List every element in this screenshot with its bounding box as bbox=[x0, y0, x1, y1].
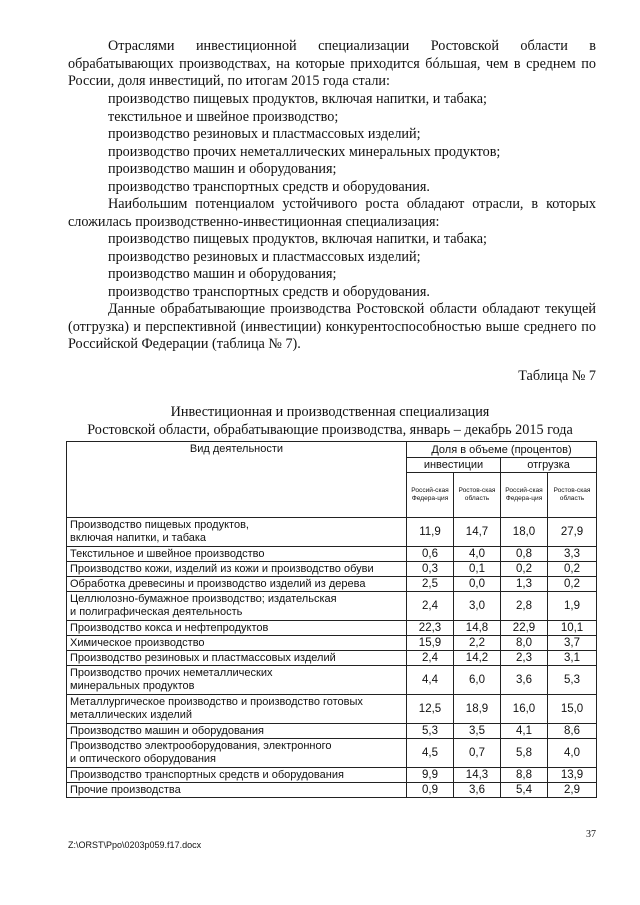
shipment-rf-value: 2,3 bbox=[501, 651, 548, 666]
table-row bbox=[67, 636, 597, 651]
activity-name: Производство машин и оборудования bbox=[67, 724, 407, 739]
investments-rf-value: 22,3 bbox=[407, 621, 454, 636]
investments-ro-value: 14,7 bbox=[454, 518, 501, 547]
page-number: 37 bbox=[586, 829, 596, 840]
list-item: производство прочих неметаллических минеральных продуктов; bbox=[108, 143, 501, 160]
investments-rf-value: 4,4 bbox=[407, 666, 454, 695]
list-item: производство резиновых и пластмассовых изделий; bbox=[108, 126, 421, 143]
activity-name: Производство прочих неметаллических минеральных продуктов bbox=[67, 666, 407, 695]
activity-name: Производство электрооборудования, электронного и оптического оборудования bbox=[67, 739, 407, 768]
list-item: производство транспортных средств и оборудования. bbox=[108, 178, 430, 195]
investments-ro-value: 14,8 bbox=[454, 621, 501, 636]
header-investments-ro: Ростов-ская область bbox=[454, 473, 501, 518]
shipment-rf-value: 8,0 bbox=[501, 636, 548, 651]
shipment-ro-value: 10,1 bbox=[548, 621, 597, 636]
intro-paragraph-2: Наибольшим потенциалом устойчивого роста обладают отрасли, в которых сложилась производственно-инвестиционная специализация: bbox=[68, 196, 596, 230]
header-shipment-rf: Россий-ская Федера-ция bbox=[501, 473, 548, 518]
shipment-rf-value: 22,9 bbox=[501, 621, 548, 636]
table-row bbox=[67, 695, 597, 724]
table-row bbox=[67, 739, 597, 768]
investments-ro-value: 14,2 bbox=[454, 651, 501, 666]
investments-ro-value: 0,7 bbox=[454, 739, 501, 768]
investments-rf-value: 2,4 bbox=[407, 592, 454, 621]
growth-potential-list bbox=[108, 231, 487, 301]
table-label: Таблица № 7 bbox=[518, 368, 596, 384]
list-item: производство пищевых продуктов, включая напитки, и табака; bbox=[108, 91, 487, 107]
specialization-list bbox=[108, 91, 500, 197]
investments-ro-value: 3,6 bbox=[454, 783, 501, 798]
investments-rf-value: 5,3 bbox=[407, 724, 454, 739]
header-investments: инвестиции bbox=[407, 458, 501, 473]
shipment-ro-value: 1,9 bbox=[548, 592, 597, 621]
header-share: Доля в объеме (процентов) bbox=[407, 442, 597, 458]
investments-ro-value: 18,9 bbox=[454, 695, 501, 724]
investments-rf-value: 12,5 bbox=[407, 695, 454, 724]
header-investments-rf: Россий-ская Федера-ция bbox=[407, 473, 454, 518]
shipment-ro-value: 3,3 bbox=[548, 547, 597, 562]
activity-name: Целлюлозно-бумажное производство; издательская и полиграфическая деятельность bbox=[67, 592, 407, 621]
activity-name: Металлургическое производство и производство готовых металлических изделий bbox=[67, 695, 407, 724]
shipment-rf-value: 2,8 bbox=[501, 592, 548, 621]
shipment-rf-value: 18,0 bbox=[501, 518, 548, 547]
shipment-ro-value: 0,2 bbox=[548, 577, 597, 592]
specialization-table bbox=[66, 441, 597, 798]
file-path: Z:\ORST\Ppo\0203p059.f17.docx bbox=[68, 840, 202, 850]
activity-name: Производство пищевых продуктов, включая напитки, и табака bbox=[67, 518, 407, 547]
investments-ro-value: 0,1 bbox=[454, 562, 501, 577]
investments-ro-value: 2,2 bbox=[454, 636, 501, 651]
table-caption-line-2: Ростовской области, обрабатывающие производства, январь – декабрь 2015 года bbox=[87, 422, 573, 438]
shipment-rf-value: 0,2 bbox=[501, 562, 548, 577]
list-item: текстильное и швейное производство; bbox=[108, 108, 339, 125]
table-row bbox=[67, 621, 597, 636]
investments-rf-value: 11,9 bbox=[407, 518, 454, 547]
activity-name: Производство кожи, изделий из кожи и производство обуви bbox=[67, 562, 407, 577]
table-row bbox=[67, 577, 597, 592]
shipment-rf-value: 1,3 bbox=[501, 577, 548, 592]
investments-rf-value: 2,5 bbox=[407, 577, 454, 592]
shipment-ro-value: 0,2 bbox=[548, 562, 597, 577]
shipment-ro-value: 3,1 bbox=[548, 651, 597, 666]
header-activity: Вид деятельности bbox=[67, 442, 407, 518]
investments-ro-value: 3,5 bbox=[454, 724, 501, 739]
activity-name: Обработка древесины и производство изделий из дерева bbox=[67, 577, 407, 592]
shipment-rf-value: 0,8 bbox=[501, 547, 548, 562]
activity-name: Химическое производство bbox=[67, 636, 407, 651]
investments-ro-value: 4,0 bbox=[454, 547, 501, 562]
table-row bbox=[67, 768, 597, 783]
activity-name: Текстильное и швейное производство bbox=[67, 547, 407, 562]
activity-name: Прочие производства bbox=[67, 783, 407, 798]
shipment-rf-value: 8,8 bbox=[501, 768, 548, 783]
shipment-ro-value: 15,0 bbox=[548, 695, 597, 724]
activity-name: Производство кокса и нефтепродуктов bbox=[67, 621, 407, 636]
investments-ro-value: 3,0 bbox=[454, 592, 501, 621]
investments-ro-value: 6,0 bbox=[454, 666, 501, 695]
shipment-ro-value: 13,9 bbox=[548, 768, 597, 783]
shipment-ro-value: 2,9 bbox=[548, 783, 597, 798]
shipment-ro-value: 27,9 bbox=[548, 518, 597, 547]
table-row bbox=[67, 547, 597, 562]
table-body bbox=[67, 518, 597, 798]
table-caption-line-1: Инвестиционная и производственная специализация bbox=[170, 404, 490, 420]
shipment-rf-value: 5,8 bbox=[501, 739, 548, 768]
shipment-ro-value: 3,7 bbox=[548, 636, 597, 651]
intro-paragraph-1: Отраслями инвестиционной специализации Ростовской области в обрабатывающих производствах, на которые приходится бóльшая, чем в среднем по России, доля инвестиций, по итогам 2015 года стали: bbox=[68, 38, 596, 90]
table-row bbox=[67, 724, 597, 739]
investments-ro-value: 0,0 bbox=[454, 577, 501, 592]
shipment-rf-value: 5,4 bbox=[501, 783, 548, 798]
table-row bbox=[67, 783, 597, 798]
header-shipment: отгрузка bbox=[501, 458, 597, 473]
table-row bbox=[67, 592, 597, 621]
activity-name: Производство транспортных средств и оборудования bbox=[67, 768, 407, 783]
investments-rf-value: 9,9 bbox=[407, 768, 454, 783]
investments-rf-value: 0,3 bbox=[407, 562, 454, 577]
investments-ro-value: 14,3 bbox=[454, 768, 501, 783]
list-item: производство транспортных средств и оборудования. bbox=[108, 283, 430, 300]
investments-rf-value: 2,4 bbox=[407, 651, 454, 666]
investments-rf-value: 0,6 bbox=[407, 547, 454, 562]
list-item: производство машин и оборудования; bbox=[108, 266, 337, 283]
header-shipment-ro: Ростов-ская область bbox=[548, 473, 597, 518]
shipment-ro-value: 8,6 bbox=[548, 724, 597, 739]
list-item: производство резиновых и пластмассовых изделий; bbox=[108, 248, 421, 265]
shipment-rf-value: 3,6 bbox=[501, 666, 548, 695]
table-row bbox=[67, 518, 597, 547]
table-row bbox=[67, 666, 597, 695]
activity-name: Производство резиновых и пластмассовых изделий bbox=[67, 651, 407, 666]
investments-rf-value: 15,9 bbox=[407, 636, 454, 651]
investments-rf-value: 0,9 bbox=[407, 783, 454, 798]
list-item: производство машин и оборудования; bbox=[108, 161, 337, 178]
shipment-ro-value: 5,3 bbox=[548, 666, 597, 695]
table-row bbox=[67, 562, 597, 577]
list-item: производство пищевых продуктов, включая напитки, и табака; bbox=[108, 231, 487, 247]
table-row bbox=[67, 651, 597, 666]
intro-paragraph-3: Данные обрабатывающие производства Ростовской области обладают текущей (отгрузка) и перспективной (инвестиции) конкурентоспособностью выше среднего по Российской Федерации (таблица № 7). bbox=[68, 301, 596, 353]
investments-rf-value: 4,5 bbox=[407, 739, 454, 768]
shipment-rf-value: 16,0 bbox=[501, 695, 548, 724]
shipment-ro-value: 4,0 bbox=[548, 739, 597, 768]
shipment-rf-value: 4,1 bbox=[501, 724, 548, 739]
